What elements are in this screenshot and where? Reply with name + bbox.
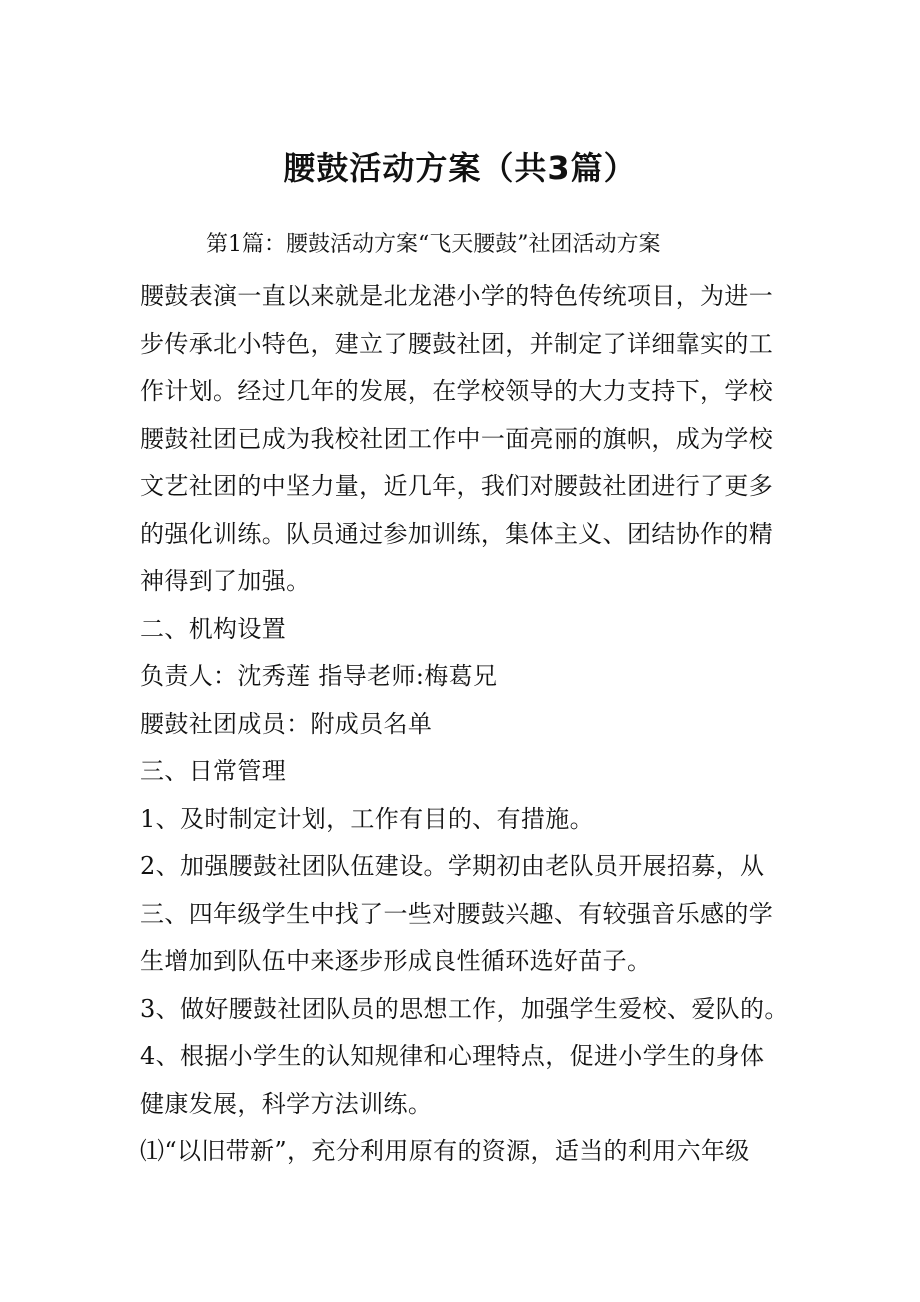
section-heading-daily-management: 三、日常管理 [140,757,287,785]
document-body [140,273,800,1176]
body-line: 健康发展，科学方法训练。 [140,1089,433,1118]
body-line: 文艺社团的中坚力量，近几年，我们对腰鼓社团进行了更多 [140,472,774,500]
body-line: 的强化训练。队员通过参加训练，集体主义、团结协作的精 [140,519,774,548]
body-line: 3、做好腰鼓社团队员的思想工作，加强学生爱校、爱队的。 [140,994,789,1023]
body-line: 4、根据小学生的认知规律和心理特点，促进小学生的身体 [140,1042,765,1070]
document-subtitle: 第1篇：腰鼓活动方案“飞天腰鼓”社团活动方案 [206,232,661,257]
body-line: 三、四年级学生中找了一些对腰鼓兴趣、有较强音乐感的学 [140,899,774,928]
body-line: 作计划。经过几年的发展，在学校领导的大力支持下，学校 [140,377,774,405]
section-heading-organization: 二、机构设置 [140,614,287,643]
body-line: 步传承北小特色，建立了腰鼓社团，并制定了详细靠实的工 [140,329,774,358]
document-title: 腰鼓活动方案（共3篇） [283,149,637,187]
body-line: 腰鼓表演一直以来就是北龙港小学的特色传统项目，为进一 [140,282,774,310]
body-line: 负责人：沈秀莲 指导老师:梅葛兄 [140,662,498,690]
body-line: 1、及时制定计划，工作有目的、有措施。 [140,804,594,833]
body-line: 腰鼓社团成员：附成员名单 [140,709,433,738]
body-line: ⑴“以旧带新”，充分利用原有的资源，适当的利用六年级 [140,1137,750,1165]
body-line: 2、加强腰鼓社团队伍建设。学期初由老队员开展招募，从 [140,852,765,880]
body-line: 腰鼓社团已成为我校社团工作中一面亮丽的旗帜，成为学校 [140,424,774,453]
body-line: 神得到了加强。 [140,567,311,595]
body-line: 生增加到队伍中来逐步形成良性循环选好苗子。 [140,947,652,975]
